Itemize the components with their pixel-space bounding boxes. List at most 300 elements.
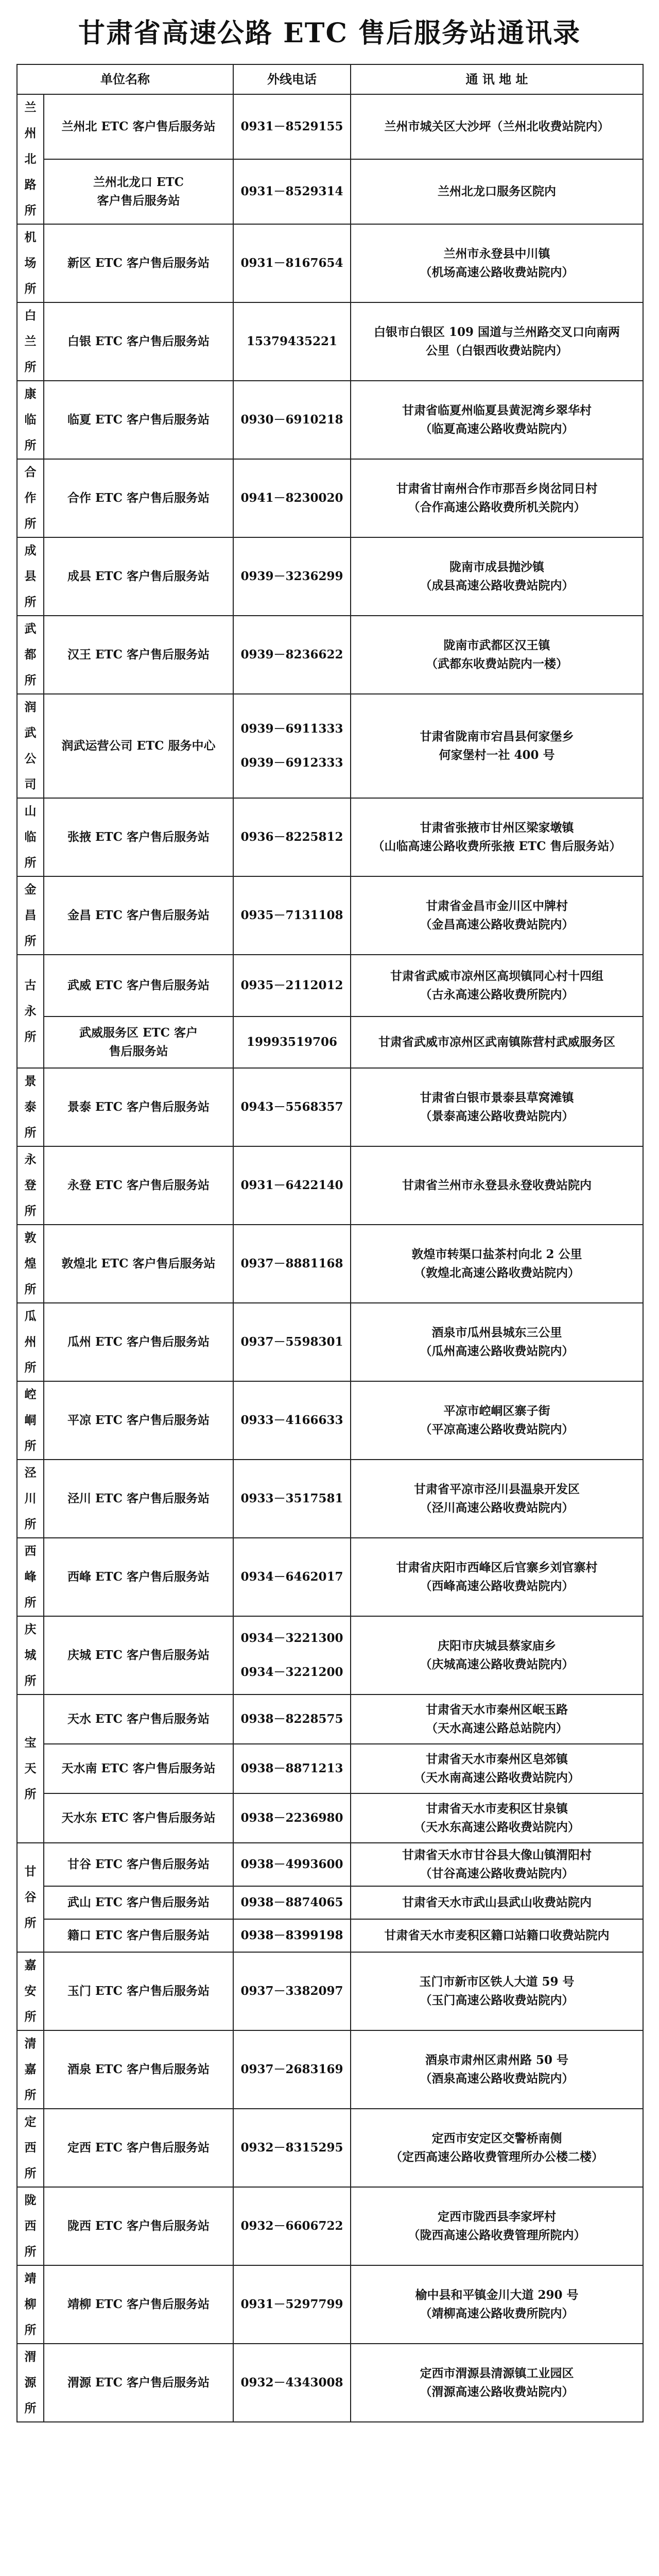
org-name: 白兰所 (24, 309, 37, 374)
org-name: 泾川所 (24, 1466, 37, 1531)
unit-cell (44, 1538, 233, 1616)
tel-line: 0937－5598301 (240, 1335, 343, 1349)
org-name: 定西所 (24, 2115, 37, 2180)
org-name: 陇西所 (24, 2193, 37, 2259)
addr-line: 陇南市成县抛沙镇 (449, 560, 544, 574)
tel-line: 0938－8871213 (240, 1761, 343, 1775)
addr-line: （西峰高速公路收费站院内） (420, 1579, 574, 1593)
table-row (17, 1616, 643, 1694)
address-cell (351, 1843, 643, 1886)
address-cell (351, 2187, 643, 2265)
org-name: 润武公司 (24, 700, 37, 791)
table-row (17, 2265, 643, 2344)
org-cell (17, 2187, 44, 2265)
addr-line: 甘肃省白银市景泰县草窝滩镇 (420, 1091, 574, 1105)
unit-line: 天水南 ETC 客户售后服务站 (61, 1761, 216, 1775)
phone-cell (233, 1381, 351, 1460)
phone-cell (233, 94, 351, 159)
addr-line: 甘肃省天水市秦州区岷玉路 (426, 1703, 568, 1717)
addr-line: （天水东高速公路收费站院内） (414, 1820, 580, 1834)
org-name: 景泰所 (24, 1074, 37, 1140)
org-cell (17, 955, 44, 1068)
org-name: 崆峒所 (24, 1387, 37, 1453)
addr-line: 公里（白银西收费站院内） (426, 344, 568, 358)
address-cell (351, 1793, 643, 1843)
tel-line: 0938－4993600 (240, 1857, 343, 1871)
addr-line: 定西市陇西县李家坪村 (438, 2210, 556, 2224)
table-row (17, 955, 643, 1016)
org-name: 瓜州所 (24, 1309, 37, 1375)
address-cell (351, 1616, 643, 1694)
unit-cell (44, 1793, 233, 1843)
unit-line: 定西 ETC 客户售后服务站 (67, 2141, 210, 2155)
header-tel: 外线电话 (233, 64, 351, 94)
unit-line: 兰州北 ETC 客户售后服务站 (61, 120, 216, 133)
addr-line: 何家堡村一社 400 号 (439, 748, 555, 762)
phone-cell (233, 1225, 351, 1303)
unit-line: 靖柳 ETC 客户售后服务站 (67, 2297, 210, 2311)
unit-line: 合作 ETC 客户售后服务站 (67, 491, 210, 505)
org-name: 武都所 (24, 622, 37, 687)
address-cell (351, 1919, 643, 1952)
phone-cell (233, 537, 351, 616)
tel-line: 0932－6606722 (240, 2219, 343, 2233)
unit-cell (44, 2187, 233, 2265)
org-cell (17, 798, 44, 876)
org-cell (17, 1952, 44, 2030)
unit-cell (44, 94, 233, 159)
addr-line: （机场高速公路收费站院内） (420, 265, 574, 279)
unit-cell (44, 616, 233, 694)
unit-cell (44, 694, 233, 798)
org-cell (17, 459, 44, 537)
tel-line: 0939－8236622 (240, 648, 343, 662)
address-cell (351, 1303, 643, 1381)
addr-line: （渭源高速公路收费站院内） (420, 2385, 574, 2399)
org-name: 庆城所 (24, 1622, 37, 1688)
phone-cell (233, 1952, 351, 2030)
addr-line: （泾川高速公路收费站院内） (420, 1501, 574, 1515)
unit-line: 酒泉 ETC 客户售后服务站 (67, 2062, 210, 2076)
addr-line: （酒泉高速公路收费站院内） (420, 2072, 574, 2086)
addr-line: 兰州北龙口服务区院内 (438, 184, 556, 198)
phone-cell (233, 459, 351, 537)
org-name: 古永所 (24, 978, 37, 1044)
phone-cell (233, 876, 351, 955)
addr-line: 酒泉市瓜州县城东三公里 (431, 1326, 562, 1340)
unit-line: 金昌 ETC 客户售后服务站 (67, 908, 210, 922)
tel-line: 0937－8881168 (240, 1257, 343, 1270)
tel-line: 0937－2683169 (240, 2062, 343, 2076)
addr-line: （平凉高速公路收费站院内） (420, 1422, 574, 1436)
phone-cell (233, 381, 351, 459)
tel-line: 0936－8225812 (240, 830, 343, 844)
unit-line: 陇西 ETC 客户售后服务站 (67, 2219, 210, 2233)
addr-line: 平凉市崆峒区寨子街 (443, 1404, 550, 1418)
org-name: 永登所 (24, 1153, 37, 1218)
header-row (17, 64, 643, 94)
org-name: 清嘉所 (24, 2037, 37, 2102)
addr-line: （瓜州高速公路收费站院内） (420, 1344, 574, 1358)
org-cell (17, 1146, 44, 1225)
page-title: 甘肃省高速公路 ETC 售后服务站通讯录 (78, 18, 581, 49)
org-cell (17, 537, 44, 616)
tel-line: 15379435221 (246, 334, 338, 348)
table-row (17, 876, 643, 955)
address-cell (351, 955, 643, 1016)
org-name: 山临所 (24, 804, 37, 870)
org-name: 甘谷所 (24, 1865, 37, 1930)
address-cell (351, 1225, 643, 1303)
addr-line: （古永高速公路收费所院内） (420, 988, 574, 1002)
address-cell (351, 1744, 643, 1793)
unit-cell (44, 1225, 233, 1303)
unit-line: 客户售后服务站 (97, 194, 180, 208)
org-name: 兰州北路所 (24, 100, 37, 217)
unit-line: 白银 ETC 客户售后服务站 (67, 334, 210, 348)
phone-cell (233, 1616, 351, 1694)
unit-cell (44, 2344, 233, 2422)
phone-cell (233, 1146, 351, 1225)
unit-cell (44, 159, 233, 224)
addr-line: 甘肃省天水市秦州区皂郊镇 (426, 1752, 568, 1766)
unit-cell (44, 2030, 233, 2109)
table-row (17, 694, 643, 798)
tel-line: 0932－8315295 (240, 2141, 343, 2155)
unit-line: 瓜州 ETC 客户售后服务站 (67, 1335, 210, 1349)
tel-line: 0941－8230020 (240, 491, 343, 505)
org-cell (17, 1694, 44, 1843)
table-row (17, 1843, 643, 1886)
addr-line: 陇南市武都区汉王镇 (443, 638, 550, 652)
address-cell (351, 224, 643, 302)
unit-line: 平凉 ETC 客户售后服务站 (67, 1413, 210, 1427)
unit-line: 籍口 ETC 客户售后服务站 (67, 1928, 210, 1942)
unit-line: 天水东 ETC 客户售后服务站 (61, 1811, 216, 1825)
address-cell (351, 616, 643, 694)
org-cell (17, 302, 44, 381)
address-cell (351, 1538, 643, 1616)
addr-line: 兰州市永登县中川镇 (443, 247, 550, 261)
unit-line: 售后服务站 (109, 1044, 168, 1058)
unit-line: 永登 ETC 客户售后服务站 (67, 1178, 210, 1192)
table-row (17, 224, 643, 302)
addr-line: （临夏高速公路收费站院内） (420, 422, 574, 436)
address-cell (351, 1068, 643, 1146)
addr-line: （玉门高速公路收费站院内） (420, 1993, 574, 2007)
tel-line: 0934－3221200 (240, 1665, 343, 1679)
table-row (17, 1225, 643, 1303)
addr-line: 甘肃省天水市麦积区籍口站籍口收费站院内 (384, 1928, 610, 1942)
address-cell (351, 381, 643, 459)
tel-line: 0931－8529314 (240, 184, 343, 198)
tel-line: 0935－7131108 (240, 908, 343, 922)
addr-line: （定西高速公路收费管理所办公楼二楼） (390, 2150, 603, 2164)
unit-cell (44, 2109, 233, 2187)
unit-cell (44, 459, 233, 537)
addr-line: 甘肃省武威市凉州区武南镇陈营村武威服务区 (378, 1035, 615, 1049)
unit-line: 庆城 ETC 客户售后服务站 (67, 1648, 210, 1662)
org-name: 成县所 (24, 544, 37, 609)
table-row (17, 1793, 643, 1843)
phone-cell (233, 616, 351, 694)
phone-gap (234, 1648, 350, 1663)
header-addr: 通 讯 地 址 (351, 64, 643, 94)
unit-cell (44, 1146, 233, 1225)
org-cell (17, 1616, 44, 1694)
unit-cell (44, 798, 233, 876)
unit-line: 武山 ETC 客户售后服务站 (67, 1895, 210, 1909)
unit-cell (44, 381, 233, 459)
unit-line: 汉王 ETC 客户售后服务站 (67, 648, 210, 662)
tel-line: 0938－2236980 (240, 1811, 343, 1825)
phone-gap (234, 738, 350, 754)
addr-line: 甘肃省庆阳市西峰区后官寨乡刘官寨村 (396, 1561, 598, 1574)
table-row (17, 459, 643, 537)
unit-line: 成县 ETC 客户售后服务站 (67, 569, 210, 583)
phone-cell (233, 2030, 351, 2109)
addr-line: （天水高速公路总站院内） (426, 1721, 568, 1735)
addr-line: 甘肃省平凉市泾川县温泉开发区 (414, 1482, 580, 1496)
addr-line: 甘肃省金昌市金川区中牌村 (426, 899, 568, 913)
unit-line: 渭源 ETC 客户售后服务站 (67, 2376, 210, 2389)
phone-cell (233, 1460, 351, 1538)
unit-cell (44, 1744, 233, 1793)
org-name: 合作所 (24, 465, 37, 531)
table-row (17, 1952, 643, 2030)
address-cell (351, 2265, 643, 2344)
org-name: 宝天所 (24, 1736, 37, 1801)
org-name: 敦煌所 (24, 1231, 37, 1296)
phone-cell (233, 1793, 351, 1843)
unit-cell (44, 302, 233, 381)
addr-line: （山临高速公路收费所张掖 ETC 售后服务站） (372, 839, 621, 853)
address-cell (351, 1952, 643, 2030)
org-cell (17, 1381, 44, 1460)
unit-line: 新区 ETC 客户售后服务站 (67, 256, 210, 270)
unit-line: 敦煌北 ETC 客户售后服务站 (61, 1257, 216, 1270)
addr-line: 甘肃省武威市凉州区高坝镇同心村十四组 (390, 969, 603, 983)
unit-line: 润武运营公司 ETC 服务中心 (61, 739, 216, 753)
phone-cell (233, 224, 351, 302)
tel-line: 0934－6462017 (240, 1570, 343, 1584)
unit-cell (44, 1694, 233, 1744)
phone-cell (233, 159, 351, 224)
address-cell (351, 1381, 643, 1460)
addr-line: 甘肃省天水市甘谷县大像山镇渭阳村 (402, 1848, 592, 1862)
phone-cell (233, 1919, 351, 1952)
phone-cell (233, 1694, 351, 1744)
addr-line: 玉门市新市区铁人大道 59 号 (419, 1975, 575, 1989)
org-cell (17, 2030, 44, 2109)
phone-cell (233, 694, 351, 798)
unit-cell (44, 1886, 233, 1919)
tel-line: 19993519706 (246, 1035, 338, 1049)
address-cell (351, 459, 643, 537)
org-cell (17, 1538, 44, 1616)
unit-line: 景泰 ETC 客户售后服务站 (67, 1100, 210, 1114)
org-cell (17, 616, 44, 694)
phone-cell (233, 1843, 351, 1886)
address-cell (351, 159, 643, 224)
phone-cell (233, 2109, 351, 2187)
org-cell (17, 381, 44, 459)
tel-line: 0938－8874065 (240, 1895, 343, 1909)
org-cell (17, 224, 44, 302)
directory-body (17, 94, 643, 2422)
org-cell (17, 694, 44, 798)
org-name: 嘉安所 (24, 1958, 37, 2024)
tel-line: 0939－6912333 (240, 756, 343, 770)
addr-line: （成县高速公路收费站院内） (420, 579, 574, 592)
table-row (17, 381, 643, 459)
unit-line: 天水 ETC 客户售后服务站 (67, 1712, 210, 1726)
addr-line: （庆城高速公路收费站院内） (420, 1657, 574, 1671)
org-name: 康临所 (24, 387, 37, 452)
address-cell (351, 2030, 643, 2109)
phone-cell (233, 955, 351, 1016)
table-row (17, 1694, 643, 1744)
phone-cell (233, 1538, 351, 1616)
org-name: 机场所 (24, 230, 37, 296)
unit-line: 泾川 ETC 客户售后服务站 (67, 1492, 210, 1505)
tel-line: 0931－8529155 (240, 120, 343, 133)
org-cell (17, 1303, 44, 1381)
unit-cell (44, 1303, 233, 1381)
org-name: 金昌所 (24, 883, 37, 948)
table-row (17, 616, 643, 694)
table-row (17, 1381, 643, 1460)
tel-line: 0931－8167654 (240, 256, 343, 270)
org-cell (17, 94, 44, 224)
unit-cell (44, 537, 233, 616)
tel-line: 0943－5568357 (240, 1100, 343, 1114)
address-cell (351, 2109, 643, 2187)
unit-cell (44, 1616, 233, 1694)
unit-cell (44, 1919, 233, 1952)
table-row (17, 2344, 643, 2422)
table-row (17, 2109, 643, 2187)
addr-line: （合作高速公路收费所机关院内） (408, 500, 586, 514)
org-cell (17, 2265, 44, 2344)
org-name: 渭源所 (24, 2350, 37, 2415)
org-cell (17, 1225, 44, 1303)
phone-cell (233, 302, 351, 381)
table-row (17, 1016, 643, 1068)
addr-line: 兰州市城关区大沙坪（兰州北收费站院内） (384, 120, 610, 133)
table-row (17, 1460, 643, 1538)
tel-line: 0931－5297799 (240, 2297, 343, 2311)
addr-line: （天水南高速公路收费站院内） (414, 1771, 580, 1785)
addr-line: 榆中县和平镇金川大道 290 号 (415, 2288, 579, 2302)
unit-cell (44, 2265, 233, 2344)
address-cell (351, 1460, 643, 1538)
table-row (17, 537, 643, 616)
org-name: 靖柳所 (24, 2272, 37, 2337)
addr-line: 定西市安定区交警桥南侧 (431, 2131, 562, 2145)
unit-cell (44, 1952, 233, 2030)
addr-line: （陇西高速公路收费管理所院内） (408, 2228, 586, 2242)
addr-line: （景泰高速公路收费站院内） (420, 1109, 574, 1123)
table-row (17, 1068, 643, 1146)
tel-line: 0933－3517581 (240, 1492, 343, 1505)
tel-line: 0934－3221300 (240, 1631, 343, 1645)
addr-line: 甘肃省张掖市甘州区梁家墩镇 (420, 821, 574, 835)
table-row (17, 2187, 643, 2265)
tel-line: 0933－4166633 (240, 1413, 343, 1427)
addr-line: 甘肃省兰州市永登县永登收费站院内 (402, 1178, 592, 1192)
org-cell (17, 2344, 44, 2422)
phone-cell (233, 2265, 351, 2344)
address-cell (351, 1694, 643, 1744)
directory-table (16, 64, 644, 2422)
phone-cell (233, 1068, 351, 1146)
unit-line: 张掖 ETC 客户售后服务站 (67, 830, 210, 844)
unit-line: 西峰 ETC 客户售后服务站 (67, 1570, 210, 1584)
addr-line: 甘肃省天水市武山县武山收费站院内 (402, 1895, 592, 1909)
table-row (17, 1303, 643, 1381)
addr-line: 酒泉市肃州区肃州路 50 号 (425, 2053, 569, 2067)
header-unit: 单位名称 (17, 64, 233, 94)
phone-cell (233, 1744, 351, 1793)
addr-line: （敦煌北高速公路收费站院内） (414, 1266, 580, 1280)
addr-line: 甘肃省陇南市宕昌县何家堡乡 (420, 730, 574, 743)
addr-line: （金昌高速公路收费站院内） (420, 918, 574, 931)
address-cell (351, 1016, 643, 1068)
tel-line: 0931－6422140 (240, 1178, 343, 1192)
tel-line: 0939－3236299 (240, 569, 343, 583)
table-row (17, 2030, 643, 2109)
unit-line: 玉门 ETC 客户售后服务站 (67, 1984, 210, 1998)
phone-cell (233, 2344, 351, 2422)
unit-line: 甘谷 ETC 客户售后服务站 (67, 1857, 210, 1871)
phone-cell (233, 798, 351, 876)
address-cell (351, 876, 643, 955)
org-cell (17, 1843, 44, 1952)
org-cell (17, 1068, 44, 1146)
unit-cell (44, 1460, 233, 1538)
table-row (17, 1538, 643, 1616)
unit-cell (44, 955, 233, 1016)
table-row (17, 798, 643, 876)
addr-line: 甘肃省天水市麦积区甘泉镇 (426, 1802, 568, 1816)
tel-line: 0938－8228575 (240, 1712, 343, 1726)
tel-line: 0937－3382097 (240, 1984, 343, 1998)
org-cell (17, 2109, 44, 2187)
unit-line: 武威 ETC 客户售后服务站 (67, 978, 210, 992)
addr-line: （武都东收费站院内一楼） (426, 657, 568, 671)
address-cell (351, 537, 643, 616)
table-row (17, 1146, 643, 1225)
address-cell (351, 694, 643, 798)
org-cell (17, 1460, 44, 1538)
tel-line: 0938－8399198 (240, 1928, 343, 1942)
addr-line: 甘肃省临夏州临夏县黄泥湾乡翠华村 (402, 403, 592, 417)
address-cell (351, 2344, 643, 2422)
addr-line: 敦煌市转渠口盐茶村向北 2 公里 (411, 1247, 582, 1261)
unit-cell (44, 1381, 233, 1460)
unit-cell (44, 876, 233, 955)
table-row (17, 1744, 643, 1793)
unit-line: 兰州北龙口 ETC (93, 175, 184, 189)
addr-line: 白银市白银区 109 国道与兰州路交叉口向南两 (373, 325, 620, 339)
addr-line: （靖柳高速公路收费所院内） (420, 2307, 574, 2320)
tel-line: 0939－6911333 (240, 722, 343, 736)
phone-cell (233, 1886, 351, 1919)
address-cell (351, 302, 643, 381)
table-row (17, 159, 643, 224)
unit-cell (44, 1843, 233, 1886)
